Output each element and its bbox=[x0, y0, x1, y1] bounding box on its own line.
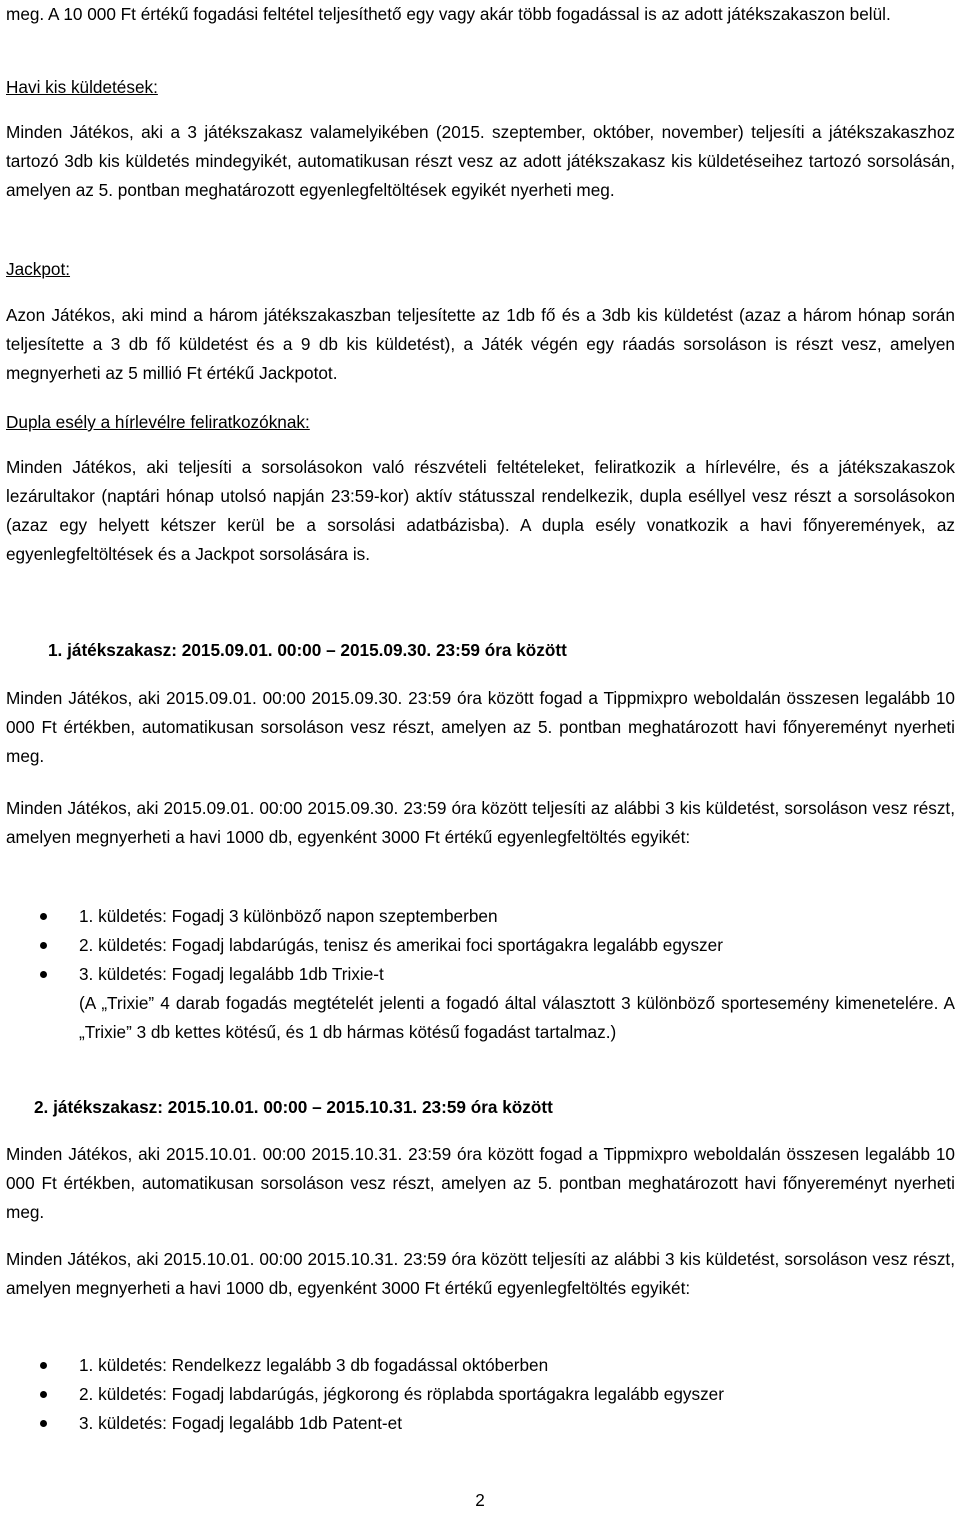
heading-havi-kis-kuldetesek: Havi kis küldetések: bbox=[6, 77, 158, 97]
list-item: 3. küldetés: Fogadj legalább 1db Trixie-t (A „Trixie” 4 darab fogadás megtételét jelenti a fogadó által választott 3 különböző sportesemény kimenetelére. A „Trixie” 3 db kettes kötésű, és 1 db hármas kötésű fogadást tartalmaz.) bbox=[0, 960, 955, 1047]
list-item: 3. küldetés: Fogadj legalább 1db Patent-et bbox=[0, 1409, 955, 1438]
bullet-icon bbox=[40, 913, 47, 920]
trixie-note: (A „Trixie” 4 darab fogadás megtételét jelenti a fogadó által választott 3 különböző sportesemény kimenetelére. A „Trixie” 3 db kettes kötésű, és 1 db hármas kötésű fogadást tartalmaz.) bbox=[79, 993, 955, 1042]
section-1-heading: 1. játékszakasz: 2015.09.01. 00:00 – 2015.09.30. 23:59 óra között bbox=[48, 640, 567, 660]
section-2-paragraph-missions: Minden Játékos, aki 2015.10.01. 00:00 2015.10.31. 23:59 óra között teljesíti az alábbi 3 kis küldetést, sorsoláson vesz részt, amelyen megnyerheti a havi 1000 db, egyenként 3000 Ft értékű egyenlegfeltöltés egyikét: bbox=[6, 1249, 955, 1298]
page-number: 2 bbox=[475, 1490, 485, 1510]
paragraph-havi-kis-kuldetesek: Minden Játékos, aki a 3 játékszakasz valamelyikében (2015. szeptember, október, november) teljesíti a játékszakaszhoz tartozó 3db kis küldetés mindegyikét, automatikusan részt vesz az adott játékszakasz kis küldetéseihez tartozó sorsolásán, amelyen az 5. pontban meghatározott egyenlegfeltöltések egyikét nyerheti meg. bbox=[6, 122, 955, 200]
list-item: 1. küldetés: Rendelkezz legalább 3 db fogadással októberben bbox=[0, 1351, 955, 1380]
heading-dupla-esely: Dupla esély a hírlevélre feliratkozóknak: bbox=[6, 412, 310, 432]
list-item: 2. küldetés: Fogadj labdarúgás, jégkorong és röplabda sportágakra legalább egyszer bbox=[0, 1380, 955, 1409]
heading-jackpot: Jackpot: bbox=[6, 259, 71, 279]
paragraph-jackpot: Azon Játékos, aki mind a három játékszakaszban teljesítette az 1db fő és a 3db kis küldetést (azaz a három hónap során teljesítette a 3 db fő küldetést és a 9 db kis küldetést), a Játék végén egy ráadás sorsoláson is részt vesz, amelyen megnyerheti az 5 millió Ft értékű Jackpotot. bbox=[6, 305, 955, 383]
list-item: 1. küldetés: Fogadj 3 különböző napon szeptemberben bbox=[0, 902, 955, 931]
section-1-paragraph-main: Minden Játékos, aki 2015.09.01. 00:00 2015.09.30. 23:59 óra között fogad a Tippmixpro weboldalán összesen legalább 10 000 Ft értékben, automatikusan sorsoláson vesz részt, amelyen az 5. pontban meghatározott havi főnyereményt nyerheti meg. bbox=[6, 688, 955, 766]
list-item: 2. küldetés: Fogadj labdarúgás, tenisz és amerikai foci sportágakra legalább egyszer bbox=[0, 931, 955, 960]
bullet-icon bbox=[40, 1391, 47, 1398]
bullet-icon bbox=[40, 942, 47, 949]
section-1-mission-list bbox=[0, 902, 955, 1047]
section-1-paragraph-missions: Minden Játékos, aki 2015.09.01. 00:00 2015.09.30. 23:59 óra között teljesíti az alábbi 3 kis küldetést, sorsoláson vesz részt, amelyen megnyerheti a havi 1000 db, egyenként 3000 Ft értékű egyenlegfeltöltés egyikét: bbox=[6, 798, 955, 847]
bullet-icon bbox=[40, 1420, 47, 1427]
section-2-paragraph-main: Minden Játékos, aki 2015.10.01. 00:00 2015.10.31. 23:59 óra között fogad a Tippmixpro weboldalán összesen legalább 10 000 Ft értékben, automatikusan sorsoláson vesz részt, amelyen az 5. pontban meghatározott havi főnyereményt nyerheti meg. bbox=[6, 1144, 955, 1222]
section-2-heading: 2. játékszakasz: 2015.10.01. 00:00 – 2015.10.31. 23:59 óra között bbox=[34, 1097, 553, 1117]
bullet-icon bbox=[40, 1362, 47, 1369]
bullet-icon bbox=[40, 971, 47, 978]
paragraph-dupla-esely: Minden Játékos, aki teljesíti a sorsolásokon való részvételi feltételeket, feliratkozik a hírlevélre, és a játékszakaszok lezárultakor (naptári hónap utolsó napján 23:59-kor) aktív státusszal rendelkezik, dupla eséllyel vesz részt a sorsolásokon (azaz egy helyett kétszer kerül be a sorsolási adatbázisba). A dupla esély vonatkozik a havi főnyeremények, az egyenlegfeltöltések és a Jackpot sorsolására is. bbox=[6, 457, 955, 564]
section-2-mission-list bbox=[0, 1351, 955, 1438]
paragraph-intro: meg. A 10 000 Ft értékű fogadási feltétel teljesíthető egy vagy akár több fogadással is az adott játékszakaszon belül. bbox=[6, 4, 891, 24]
